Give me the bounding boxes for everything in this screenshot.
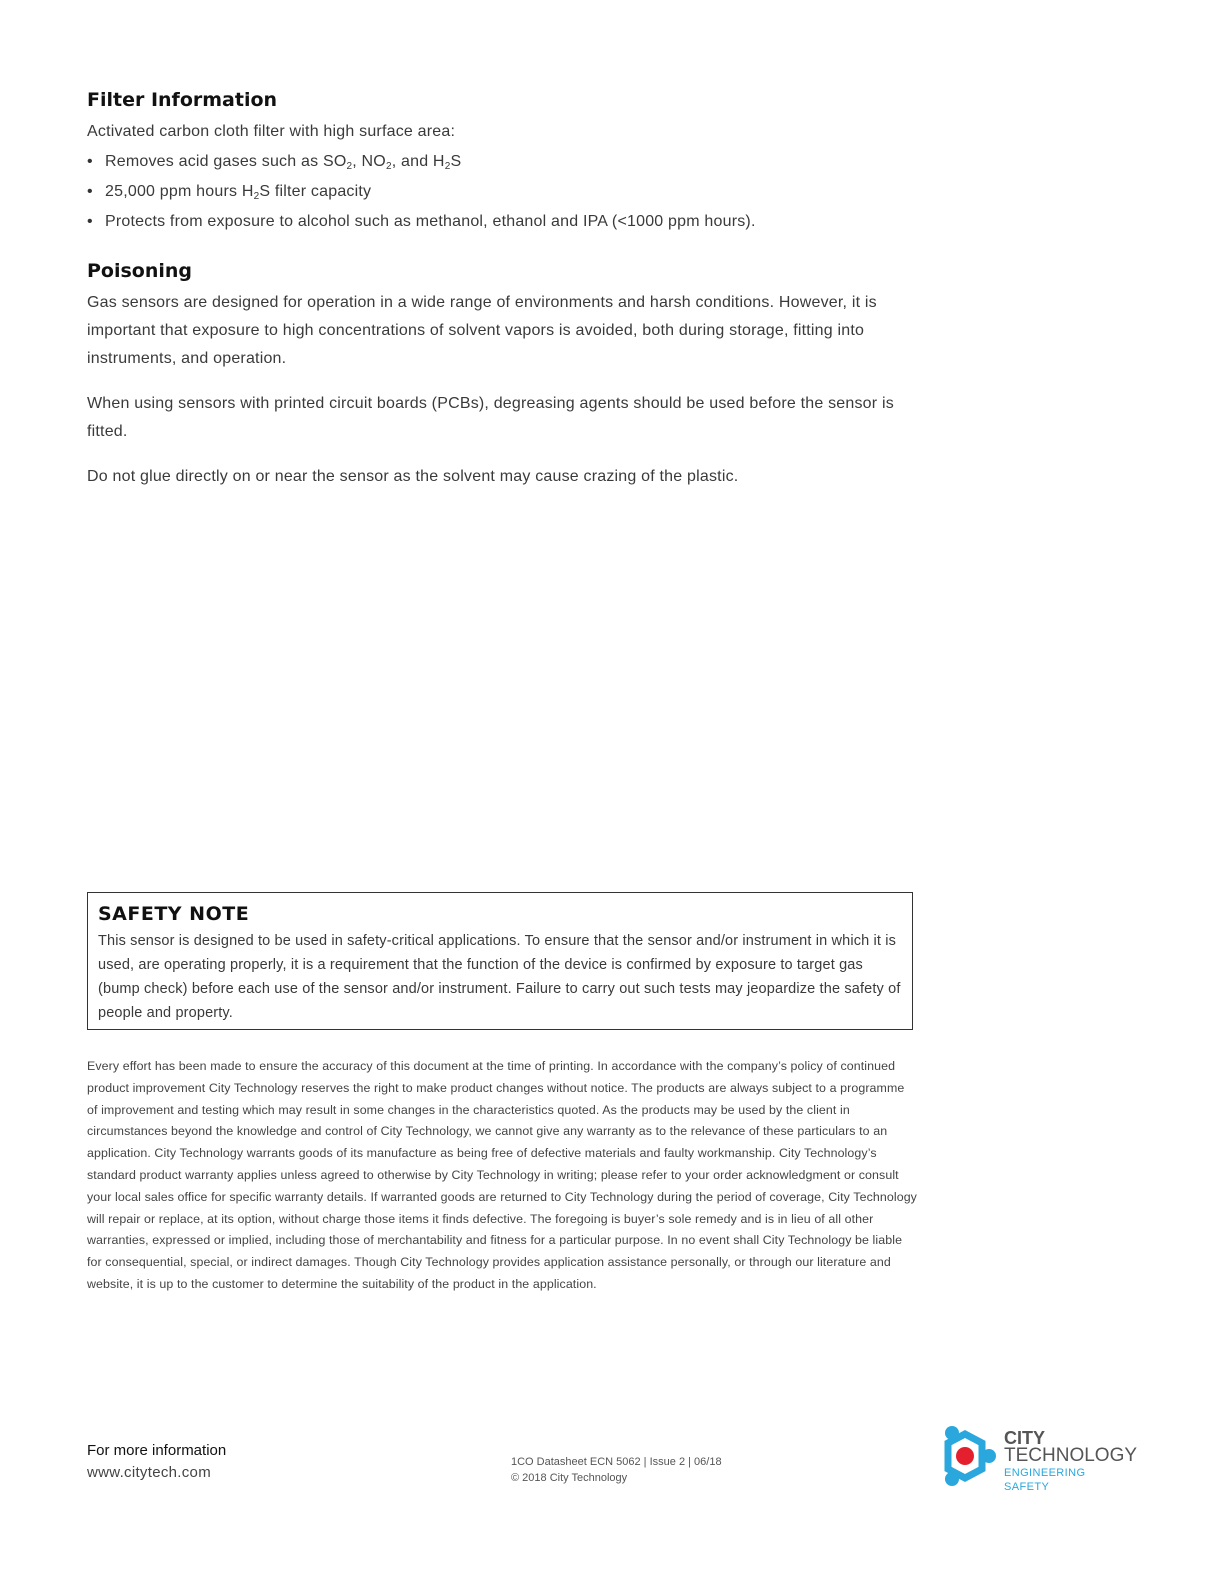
safety-note-box (87, 892, 913, 1030)
logo-hexagon-icon (934, 1424, 1000, 1488)
logo-tagline: ENGINEERING SAFETY (1004, 1467, 1086, 1493)
filter-intro: Activated carbon cloth filter with high surface area: (87, 123, 456, 140)
filter-heading: Filter Information (87, 89, 278, 111)
list-item: • 25,000 ppm hours $H_2S$ filter capacity (87, 183, 372, 202)
city-technology-logo (934, 1424, 1138, 1493)
poisoning-heading: Poisoning (87, 260, 193, 282)
safety-note-heading: SAFETY NOTE (98, 903, 250, 925)
doc-ref-text: 1CO Datasheet ECN 5062 | Issue 2 | 06/18 (511, 1456, 722, 1468)
poisoning-paragraph-2: When using sensors with printed circuit boards (PCBs), degreasing agents should be used before the sensor is fitted. (87, 395, 894, 440)
logo-text-city: CITY (1004, 1428, 1046, 1448)
safety-note-text: This sensor is designed to be used in safety-critical applications. To ensure that the sensor and/or instrument in which it is used, are operating properly, it is a requirement that the function of the device is confirmed by exposure to target gas (bump check) before each use of the sensor and/or instrument. Failure to carry out such tests may jeopardize the safety of people and property. (98, 933, 901, 1021)
filter-bullet-list (87, 147, 756, 237)
list-item: • Removes acid gases such as $SO_2$, $NO_2$, and $H_2S$ (87, 153, 462, 172)
footer-contact (87, 1440, 226, 1484)
poisoning-paragraph-3: Do not glue directly on or near the sensor as the solvent may cause crazing of the plastic. (87, 468, 739, 485)
list-item: • Protects from exposure to alcohol such as methanol, ethanol and IPA (<1000 ppm hours). (87, 213, 756, 230)
poisoning-paragraph-1: Gas sensors are designed for operation in a wide range of environments and harsh conditions. However, it is important that exposure to high concentrations of solvent vapors is avoided, both during storage, fitting into instruments, and operation. (87, 294, 877, 367)
logo-text-technology: TECHNOLOGY (1004, 1445, 1138, 1466)
disclaimer-text: Every effort has been made to ensure the accuracy of this document at the time of printing. In accordance with the company’s policy of continued product improvement City Technology reserves the right to make product changes without notice. The products are always subject to a programme of improvement and testing which may result in some changes in the characteristics quoted. As the products may be used by the client in circumstances beyond the knowledge and control of City Technology, we cannot give any warranty as to the relevance of these particulars to an application. City Technology warrants goods of its manufacture as being free of defective materials and faulty workmanship. City Technology’s standard product warranty applies unless agreed to otherwise by City Technology in writing; please refer to your order acknowledgment or consult your local sales office for specific warranty details. If warranted goods are returned to City Technology during the period of coverage, City Technology will repair or replace, at its option, without charge those items it finds defective. The foregoing is buyer’s sole remedy and is in lieu of all other warranties, expressed or implied, including those of merchantability and fitness for a particular purpose. In no event shall City Technology be liable for consequential, special, or indirect damages. Though City Technology provides application assistance personally, or through our literature and website, it is up to the customer to determine the suitability of the product in the application. (87, 1059, 917, 1291)
website-link[interactable]: www.citytech.com (87, 1464, 211, 1481)
document-reference (511, 1454, 722, 1486)
more-info-label: For more information (87, 1442, 227, 1459)
copyright-text: © 2018 City Technology (511, 1472, 628, 1484)
